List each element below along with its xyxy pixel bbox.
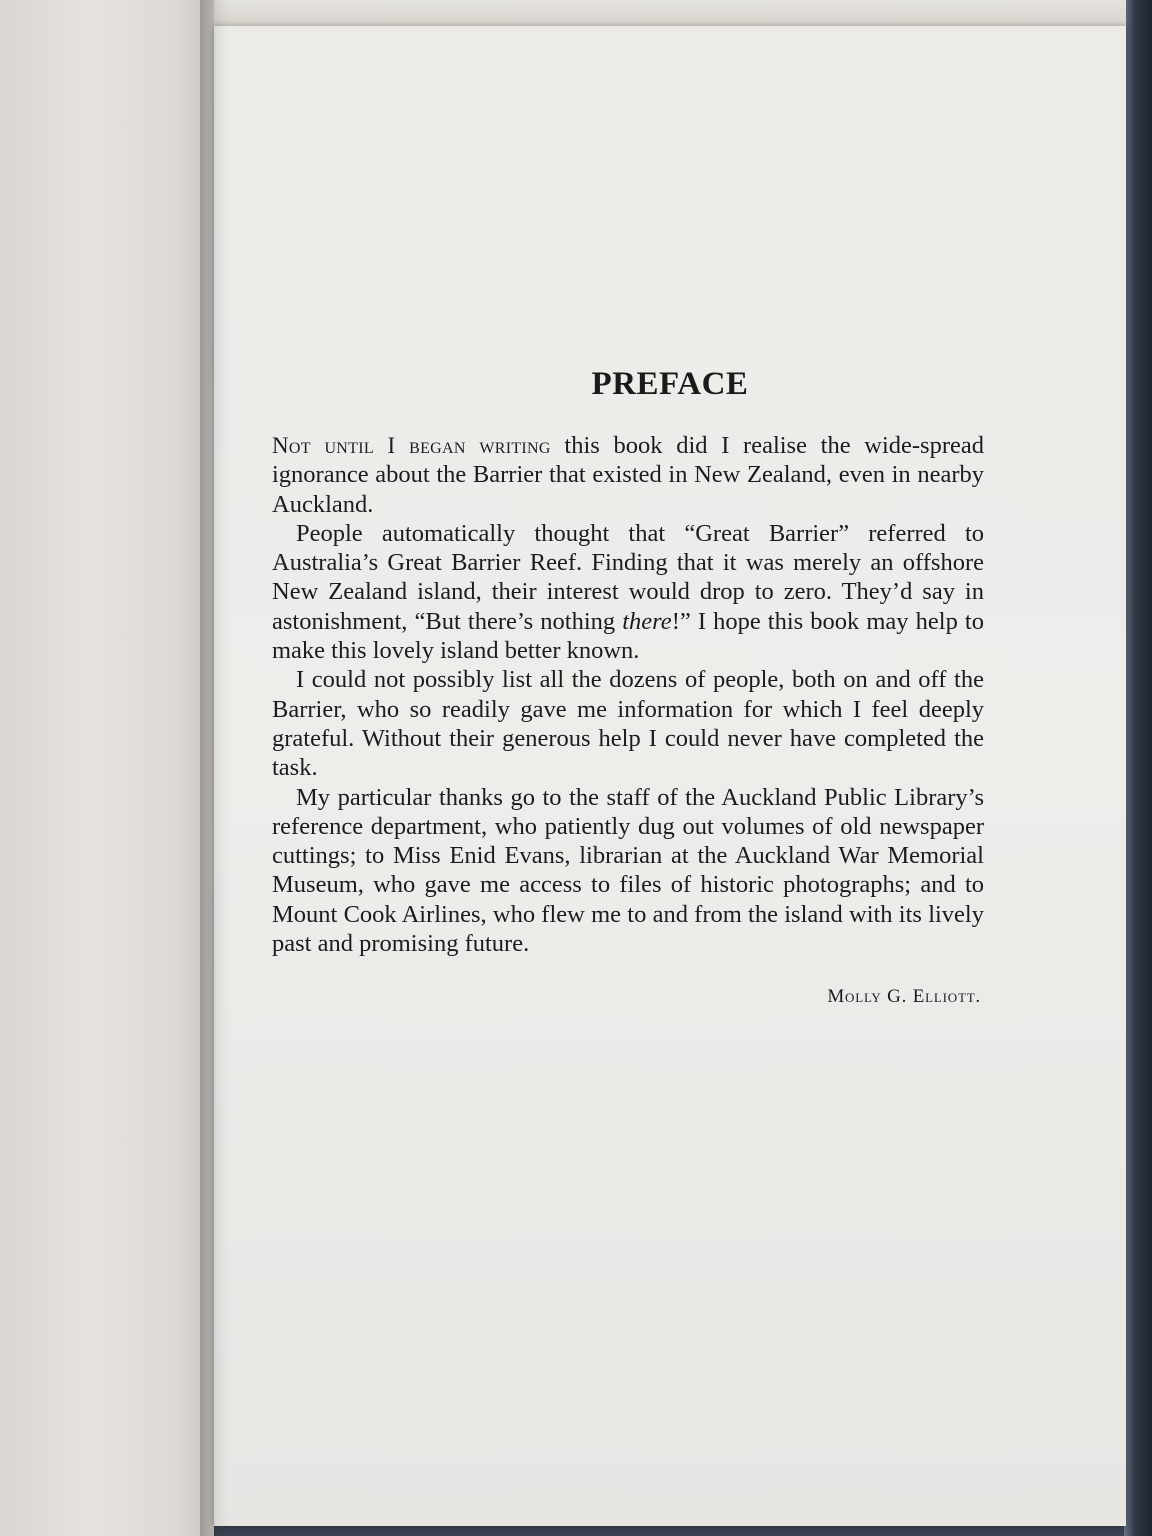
paragraph-1 bbox=[272, 431, 984, 519]
paragraph-2-tail: !” I hope this book may help to make this lovely island better known. bbox=[272, 607, 984, 665]
paragraph-2 bbox=[272, 519, 984, 665]
facing-page-showthrough bbox=[8, 330, 208, 390]
preface-page bbox=[214, 26, 1126, 1526]
opening-small-caps: Not until I began writing bbox=[272, 433, 551, 458]
paragraph-2-text: People automatically thought that “Great Barrier” referred to Australia’s Great Barrier Reef. Finding that it was merely an offshore New Zealand island, their interest would drop to zero. They’d say in astonishment, “But there’s nothing bbox=[272, 519, 984, 635]
facing-page bbox=[0, 0, 214, 1536]
paragraph-2-italic: there bbox=[622, 607, 672, 635]
preface-body bbox=[272, 431, 984, 958]
book-gutter-shadow bbox=[200, 0, 230, 1536]
paragraph-4: My particular thanks go to the staff of the Auckland Public Library’s reference department, who patiently dug out volumes of old newspaper cuttings; to Miss Enid Evans, librarian at the Auckland War Memorial Museum, who gave me access to files of historic photographs; and to Mount Cook Airlines, who flew me to and from the island with its lively past and promising future. bbox=[272, 783, 984, 958]
preface-heading: PREFACE bbox=[591, 366, 749, 402]
book-cover-edge bbox=[1124, 0, 1152, 1536]
page-top-edge bbox=[214, 0, 1126, 26]
paragraph-3: I could not possibly list all the dozens of people, both on and off the Barrier, who so readily gave me information for which I feel deeply grateful. Without their generous help I could never have completed the task. bbox=[272, 666, 984, 782]
author-signature: Molly G. Elliott. bbox=[827, 986, 981, 1007]
paragraph-1-text: this book did I realise the wide-spread ignorance about the Barrier that existed in New Zealand, even in nearby Auckland. bbox=[272, 432, 984, 518]
